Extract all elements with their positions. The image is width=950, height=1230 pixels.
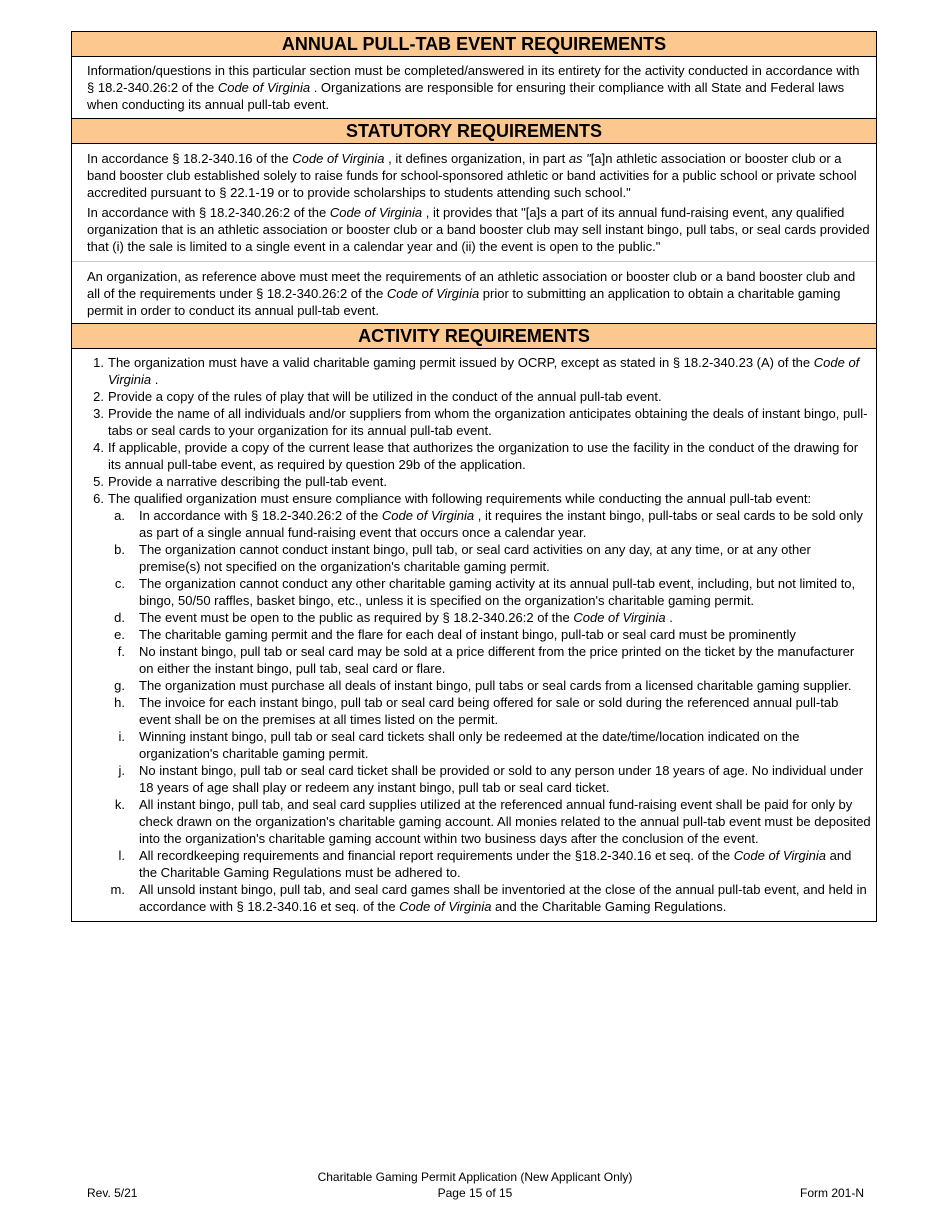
page-number: Page 15 of 15 [437,1186,513,1200]
footer-revision: Rev. 5/21 [87,1186,138,1200]
sub-list-item: c. The organization cannot conduct any other charitable gaming activity at its annual pull-tab event, including, but not limited to, bingo, 50/50 raffles, basket bingo, etc., unless it is specified on the organization's charitable gaming permit. [114,576,856,608]
section-header-activity: ACTIVITY REQUIREMENTS [72,323,876,349]
sub-list-item: f. No instant bingo, pull tab or seal card may be sold at a price different from the price printed on the ticket by the manufacturer on either the instant bingo, pull tab, seal card or flare. [117,644,855,676]
list-item: 6. The qualified organization must ensure compliance with following requirements while conducting the annual pull-tab event: [93,491,812,506]
list-item: 5. Provide a narrative describing the pull-tab event. [93,474,387,489]
sub-list-item: k. All instant bingo, pull tab, and seal card supplies utilized at the referenced annual fund-raising event shall be paid for only by check drawn on the organization's charitable gaming account. All monies related to the annual pull-tab event must be deposited into the organization's charitable gaming account within two business days after the conclusion of the event. [114,797,871,846]
sub-list-item: l. All recordkeeping requirements and financial report requirements under the §18.2-340.16 et seq. of the Code of Virginia and the Charitable Gaming Regulations must be adhered to. [118,848,852,880]
intro-paragraph: Information/questions in this particular section must be completed/answered in its entirety for the activity conducted in accordance with § 18.2-340.26:2 of the Code of Virginia . Organizations are responsible for ensuring their compliance with all State and Federal laws when conducting its annual pull-tab event. [87,63,860,112]
list-item: 3. Provide the name of all individuals and/or suppliers from whom the organization anticipates obtaining the deals of instant bingo, pull-tabs or seal cards to your organization for its annual pull-tab event. [93,406,868,438]
sub-list-item: b. The organization cannot conduct instant bingo, pull tab, or seal card activities on any day, at any time, or at any other premise(s) not specified on the organization's charitable gaming permit. [114,542,811,574]
section-header-statutory: STATUTORY REQUIREMENTS [72,118,876,144]
statutory-paragraph-1: In accordance § 18.2-340.16 of the Code of Virginia , it defines organization, in part as "[a]n athletic association or booster club or a band booster club established solely to raise funds for school-sponsored athletic or band activities for a public school or private school accredited pursuant to § 22.1-19 or to provide scholarships to students attending such school." [87,151,857,200]
form-frame [71,31,877,922]
sub-list-item: h. The invoice for each instant bingo, pull tab or seal card being offered for sale or sold during the referenced annual pull-tab event shall be on the premises at all times listed on the permit. [114,695,839,727]
sub-list-item: m. All unsold instant bingo, pull tab, and seal card games shall be inventoried at the close of the annual pull-tab event, and held in accordance with § 18.2-340.16 et seq. of the Code of Virginia and the Charitable Gaming Regulations. [110,882,867,914]
list-item: 1. The organization must have a valid charitable gaming permit issued by OCRP, except as stated in § 18.2-340.23 (A) of the Code of Virginia . [93,355,860,387]
section-header-annual: ANNUAL PULL-TAB EVENT REQUIREMENTS [72,32,876,57]
statutory-paragraph-2: In accordance with § 18.2-340.26:2 of the Code of Virginia , it provides that "[a]s a part of its annual fund-raising event, any qualified organization that is an athletic association or booster club or a band booster club may sell instant bingo, pull tabs, or seal cards provided that (i) the sale is limited to a single event in a calendar year and (ii) the event is open to the public." [87,205,870,254]
list-item: 4. If applicable, provide a copy of the current lease that authorizes the organization to use the facility in the conduct of the drawing for its annual pull-tabe event, as required by question 29b of the application. [93,440,859,472]
sub-list-item: e. The charitable gaming permit and the flare for each deal of instant bingo, pull-tab or seal card must be prominently [114,627,796,642]
sub-list-item: g. The organization must purchase all deals of instant bingo, pull tabs or seal cards from a licensed charitable gaming supplier. [114,678,852,693]
sub-list-item: a. In accordance with § 18.2-340.26:2 of the Code of Virginia , it requires the instant bingo, pull-tabs or seal cards to be sold only as part of a single annual fund-raising event that occurs once a calendar year. [114,508,863,540]
sub-list-item: j. No instant bingo, pull tab or seal card ticket shall be provided or sold to any person under 18 years of age. No individual under 18 years of age shall play or redeem any instant bingo, pull tab or seal card ticket. [118,763,864,795]
list-item: 2. Provide a copy of the rules of play that will be utilized in the conduct of the annual pull-tab event. [93,389,662,404]
activity-list [72,349,876,921]
footer-form-title: Charitable Gaming Permit Application (New Applicant Only) Page 15 of 15 [0,1169,950,1201]
footer-form-number: Form 201-N [799,1186,864,1200]
statutory-paragraph-3: An organization, as reference above must meet the requirements of an athletic association or booster club or a band booster club and all of the requirements under § 18.2-340.26:2 of the Code of Virginia prior to submitting an application to obtain a charitable gaming permit in order to conduct its annual pull-tab event. [87,269,856,318]
sub-list-item: i. Winning instant bingo, pull tab or seal card tickets shall only be redeemed at the date/time/location indicated on the organization's charitable gaming permit. [118,729,800,761]
sub-list-item: d. The event must be open to the public as required by § 18.2-340.26:2 of the Code of Virginia . [114,610,673,625]
